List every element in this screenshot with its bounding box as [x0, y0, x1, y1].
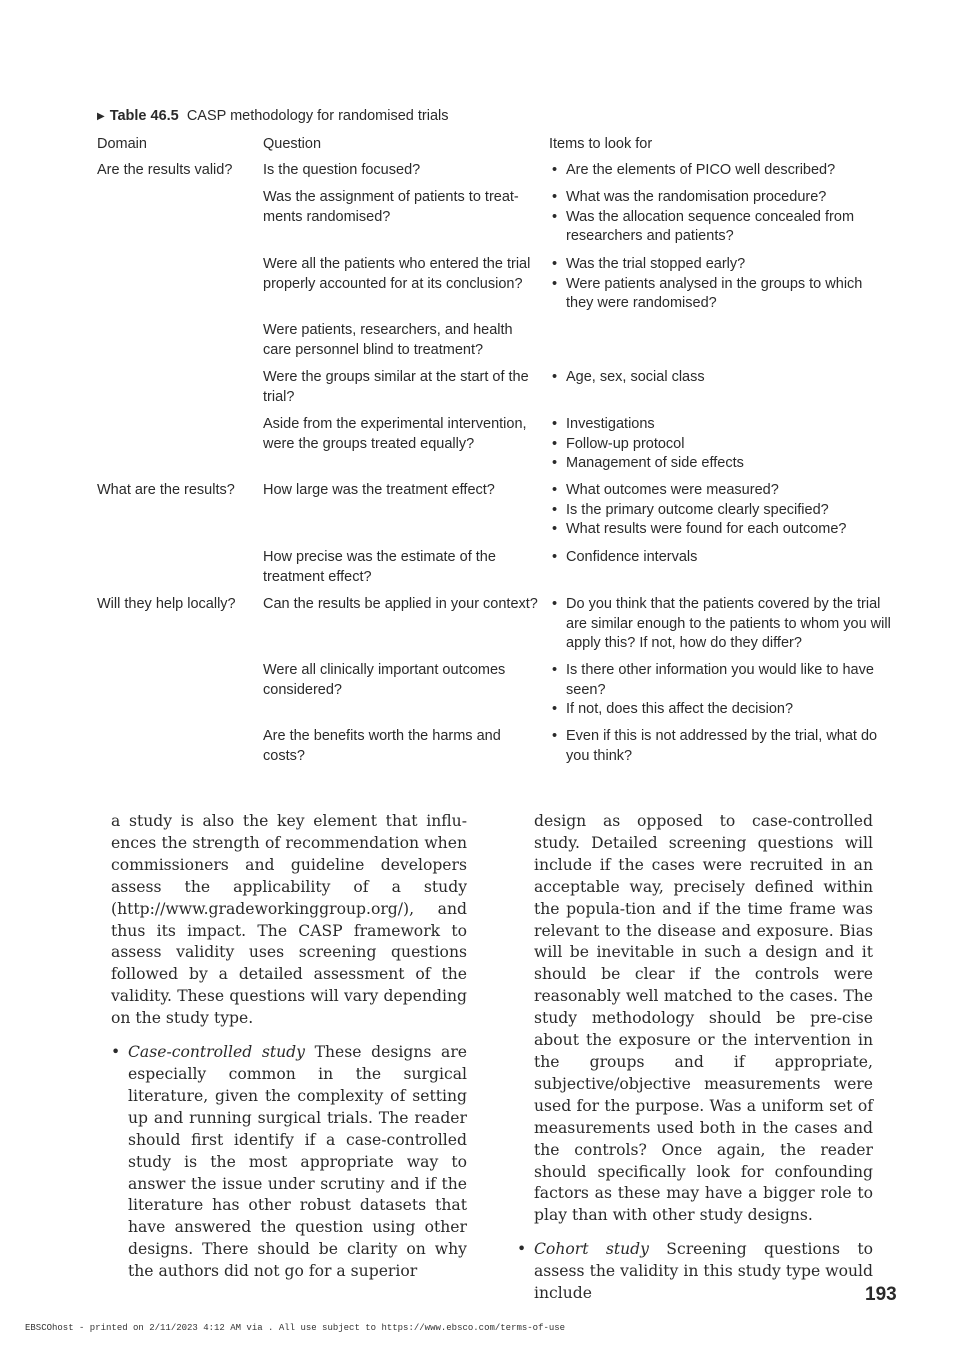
header-items: Items to look for	[549, 136, 653, 152]
left-paragraph: a study is also the key element that influ-ences the strength of recommendation when commissioners and guideline developers assess the applicability of a study (http://www.gradeworkinggroup.org/), and thus its impact. The CASP framework to assess validity uses screening questions followed by a detailed assessment of the validity. These questions will vary depending on the study type.	[111, 812, 467, 1028]
row-items	[552, 415, 892, 474]
item-bullet: • Follow-up protocol	[552, 435, 892, 455]
page-number: 193	[865, 1284, 897, 1305]
bullet-cohort-text: Screening questions to assess the validity in this study type would include	[534, 1240, 873, 1303]
row-question: Is the question focused?	[263, 162, 421, 178]
bullet-case-text: These designs are especially common in the surgical literature, given the complexity of setting up and running surgical trials. The reader should first identify if a case-controlled study is the most appropriate way to answer the issue under scrutiny and if the literature has other robust datasets that have answered the question using other designs. There should be clarity on why the authors did not go for a superior	[128, 1043, 468, 1281]
header-domain: Domain	[97, 136, 147, 152]
item-bullet: • Confidence intervals	[552, 548, 892, 568]
item-bullet: • Age, sex, social class	[552, 368, 892, 388]
row-domain: What are the results?	[97, 482, 235, 498]
row-items	[552, 188, 892, 247]
item-bullet: • Is there other information you would like to have seen?	[552, 661, 892, 700]
footer-notice: EBSCOhost - printed on 2/11/2023 4:12 AM via . All use subject to https://www.ebsco.com/terms-of-use	[25, 1323, 566, 1333]
row-items	[552, 595, 892, 654]
row-items	[552, 548, 892, 568]
row-question: Are the benefits worth the harms and costs?	[263, 728, 501, 764]
item-bullet: • If not, does this affect the decision?	[552, 700, 892, 720]
table-caption	[97, 106, 448, 127]
right-paragraph: design as opposed to case-controlled study. Detailed screening questions will include if the cases were recruited in an acceptable way, precisely defined within the popula-tion and if the time frame was relevant to the disease and exposure. Bias will be inevitable in such a design and it should be clear if the controls were reasonably well matched to the cases. The study methodology should be pre-cise about the exposure or the intervention in the groups and if appropriate, subjective/objective measurements were used for the purpose. Was a uniform set of measurements used both in the cases and the controls? Once again, the reader should specifically look for confounding factors as these may have a bigger role to play than with other study designs.	[534, 812, 873, 1225]
row-question: How precise was the estimate of the treatment effect?	[263, 549, 496, 585]
row-question: Were the groups similar at the start of the trial?	[263, 369, 529, 405]
item-bullet: • Management of side effects	[552, 454, 892, 474]
item-bullet: • What results were found for each outcome?	[552, 520, 892, 540]
row-question: Was the assignment of patients to treat-ments randomised?	[263, 189, 519, 225]
item-bullet: • Is the primary outcome clearly specified?	[552, 501, 892, 521]
row-question: Can the results be applied in your context?	[263, 596, 538, 612]
item-bullet: • Investigations	[552, 415, 892, 435]
header-question: Question	[263, 136, 322, 152]
row-items	[552, 255, 892, 314]
item-bullet: • Was the trial stopped early?	[552, 255, 892, 275]
left-column	[111, 811, 467, 1283]
row-question: Aside from the experimental intervention, were the groups treated equally?	[263, 416, 527, 452]
table-number: Table 46.5	[109, 108, 179, 124]
item-bullet: • Even if this is not addressed by the trial, what do you think?	[552, 727, 892, 766]
row-items	[552, 727, 892, 766]
item-bullet: • Were patients analysed in the groups to which they were randomised?	[552, 275, 892, 314]
bullet-case-term: Case-controlled study	[128, 1043, 305, 1062]
row-domain: Will they help locally?	[97, 596, 236, 612]
triangle-marker-icon: ▶	[97, 111, 105, 122]
item-bullet: • Do you think that the patients covered by the trial are similar enough to the patients to whom you will apply this? If not, how do they differ?	[552, 595, 892, 654]
row-question: Were patients, researchers, and health care personnel blind to treatment?	[263, 322, 513, 358]
bullet-case-controlled	[111, 1042, 467, 1283]
row-domain: Are the results valid?	[97, 162, 233, 178]
row-question: Were all clinically important outcomes considered?	[263, 662, 506, 698]
item-bullet: • What outcomes were measured?	[552, 481, 892, 501]
row-items	[552, 161, 892, 181]
bullet-cohort-term: Cohort study	[534, 1240, 649, 1259]
row-items	[552, 481, 892, 540]
item-bullet: • Are the elements of PICO well described?	[552, 161, 892, 181]
row-question: How large was the treatment effect?	[263, 482, 495, 498]
row-items	[552, 661, 892, 720]
item-bullet: • Was the allocation sequence concealed from researchers and patients?	[552, 208, 892, 247]
table-title: CASP methodology for randomised trials	[186, 108, 449, 124]
item-bullet: • What was the randomisation procedure?	[552, 188, 892, 208]
right-column	[517, 811, 873, 1305]
row-question: Were all the patients who entered the trial properly accounted for at its conclusion?	[263, 256, 531, 292]
row-items	[552, 368, 892, 388]
bullet-cohort	[517, 1239, 873, 1305]
